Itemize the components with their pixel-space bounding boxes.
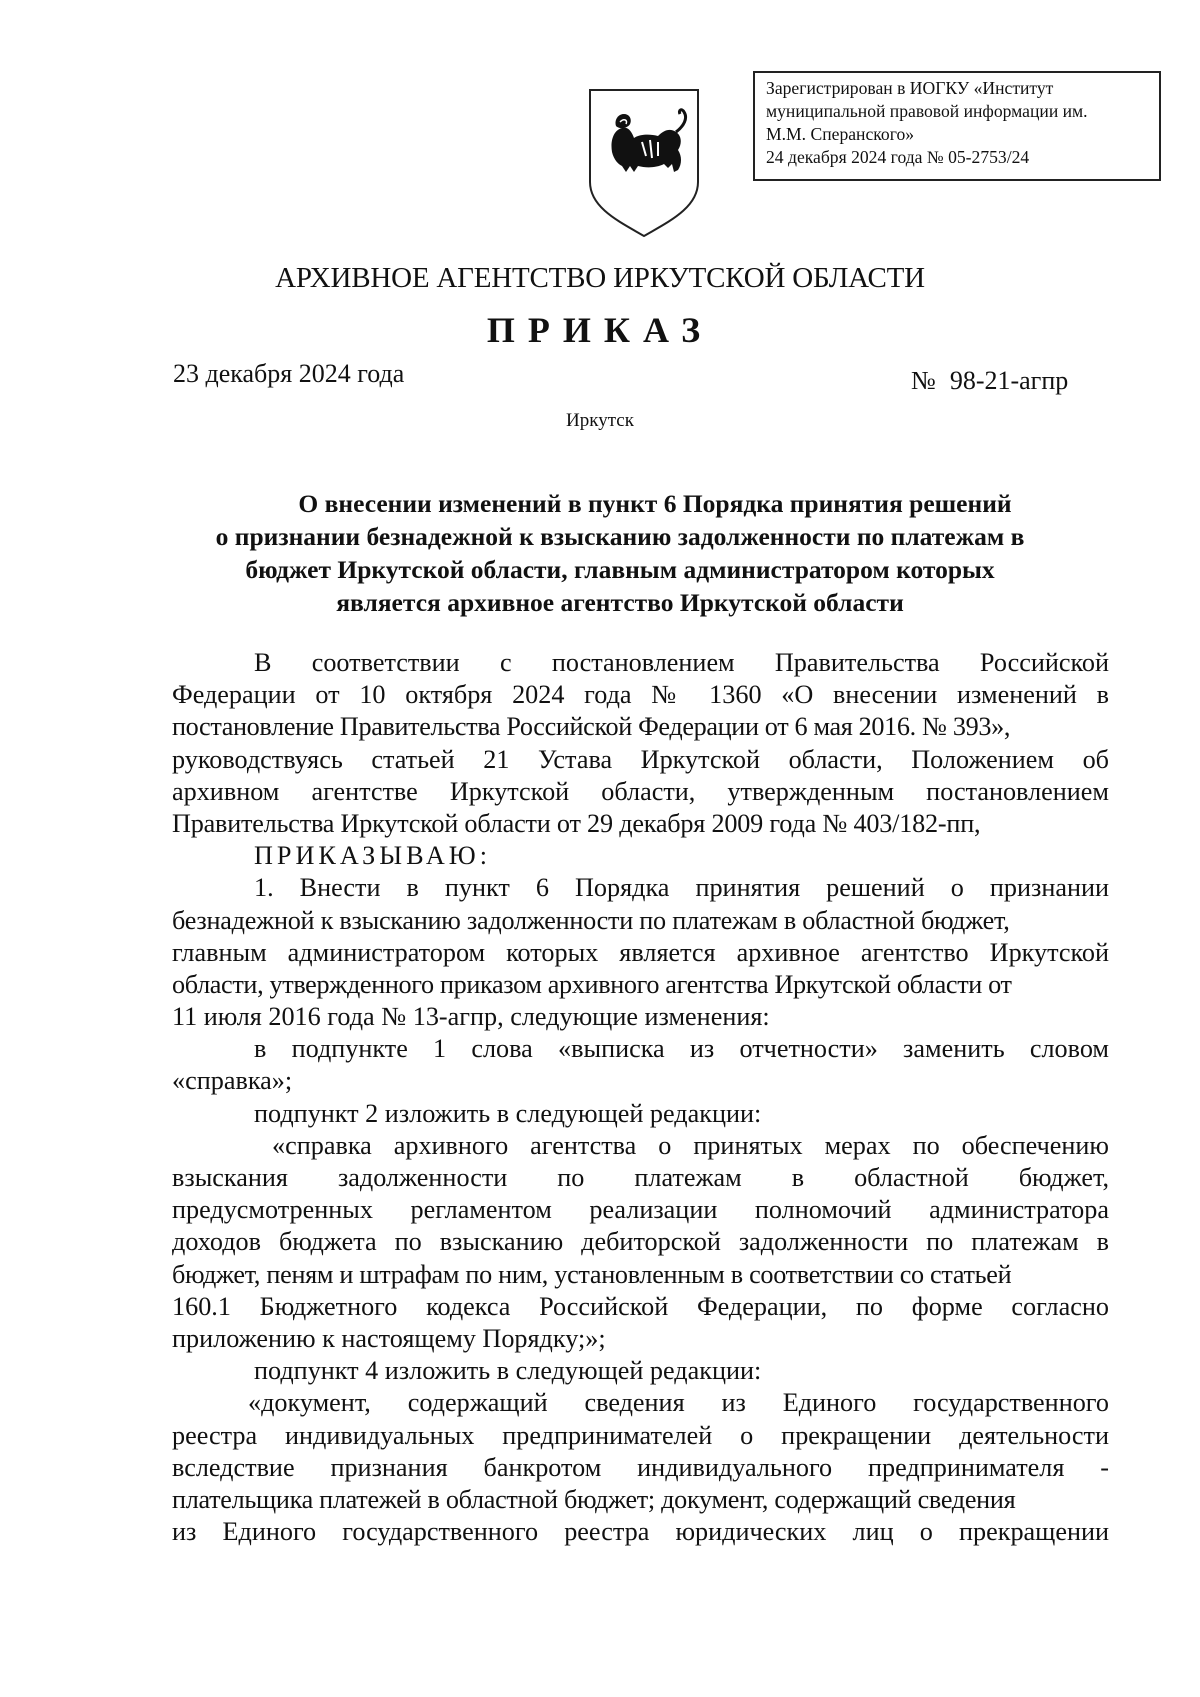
body-line: реестра индивидуальных предпринимателей о прекращении деятельности [172, 1420, 1109, 1450]
body-line: архивном агентстве Иркутской области, утвержденным постановлением [172, 776, 1109, 806]
title-line: О внесении изменений в пункт 6 Порядка принятия решений [298, 489, 1012, 518]
number-value: 98-21-агпр [949, 366, 1069, 395]
document-city: Иркутск [566, 410, 634, 431]
document-date: 23 декабря 2024 года [173, 359, 405, 388]
registration-line: 24 декабря 2024 года № 05-2753/24 [766, 147, 1030, 167]
body-line: В соответствии с постановлением Правительства Российской [254, 648, 1109, 677]
body-line: приложению к настоящему Порядку;»; [172, 1323, 606, 1353]
document-type: ПРИКАЗ [486, 310, 714, 350]
body-line: постановление Правительства Российской Федерации от 6 мая 2016. № 393», [172, 712, 1011, 742]
registration-line: Зарегистрирован в ИОГКУ «Институт [766, 78, 1054, 98]
body-line: «справка архивного агентства о принятых мерах по обеспечению [272, 1130, 1109, 1160]
body-line: ПРИКАЗЫВАЮ: [254, 841, 491, 871]
body-line: главным администратором которых является архивное агентство Иркутской [172, 937, 1109, 967]
body-line: «документ, содержащий сведения из Единого государственного [248, 1388, 1109, 1418]
body-line: подпункт 2 изложить в следующей редакции: [254, 1098, 762, 1128]
body-line: взыскания задолженности по платежам в областной бюджет, [172, 1163, 1109, 1192]
title-line: бюджет Иркутской области, главным администратором которых [245, 555, 995, 584]
body-line: 11 июля 2016 года № 13-агпр, следующие изменения: [172, 1002, 770, 1032]
body-line: подпункт 4 изложить в следующей редакции: [254, 1356, 762, 1386]
body-line: 1. Внести в пункт 6 Порядка принятия решений о признании [254, 873, 1109, 903]
body-line: плательщика платежей в областной бюджет; документ, содержащий сведения [172, 1484, 1016, 1514]
agency-name: АРХИВНОЕ АГЕНТСТВО ИРКУТСКОЙ ОБЛАСТИ [275, 262, 925, 294]
registration-line: М.М. Сперанского» [766, 124, 915, 144]
title-line: является архивное агентство Иркутской области [336, 588, 904, 617]
body-line: Федерации от 10 октября 2024 года № 1360 «О внесении изменений в [172, 680, 1109, 710]
body-line: «справка»; [172, 1066, 293, 1096]
coat-of-arms-icon [584, 86, 704, 238]
registration-stamp [753, 71, 1161, 181]
body-line: руководствуясь статьей 21 Устава Иркутской области, Положением об [172, 744, 1109, 774]
title-line: о признании безнадежной к взысканию задолженности по платежам в [215, 522, 1025, 551]
body-line: в подпункте 1 слова «выписка из отчетности» заменить словом [254, 1034, 1109, 1064]
body-line: 160.1 Бюджетного кодекса Российской Федерации, по форме согласно [172, 1291, 1109, 1321]
body-line: области, утвержденного приказом архивного агентства Иркутской области от [172, 969, 1012, 999]
document-number [911, 366, 1068, 396]
body-line: безнадежной к взысканию задолженности по платежам в областной бюджет, [172, 905, 1010, 935]
number-sign: № [911, 366, 936, 395]
document-title [160, 487, 1080, 619]
body-line: предусмотренных регламентом реализации полномочий администратора [172, 1195, 1109, 1225]
body-line: из Единого государственного реестра юридических лиц о прекращении [172, 1517, 1109, 1547]
body-line: вследствие признания банкротом индивидуального предпринимателя - [172, 1452, 1109, 1482]
document-body [172, 647, 1109, 1548]
body-line: Правительства Иркутской области от 29 декабря 2009 года № 403/182-пп, [172, 808, 981, 838]
registration-line: муниципальной правовой информации им. [766, 101, 1088, 121]
body-line: бюджет, пеням и штрафам по ним, установленным в соответствии со статьей [172, 1259, 1012, 1289]
body-line: доходов бюджета по взысканию дебиторской задолженности по платежам в [172, 1227, 1109, 1257]
